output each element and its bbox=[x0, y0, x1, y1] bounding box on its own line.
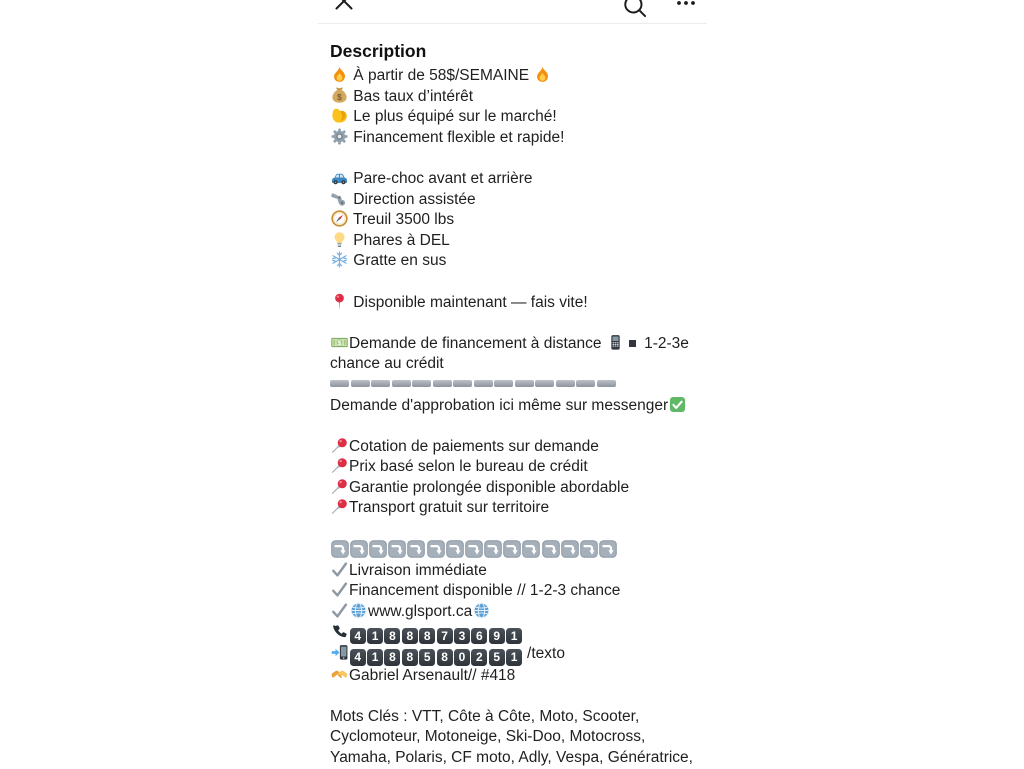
globe-icon bbox=[350, 602, 367, 619]
small-square-icon bbox=[629, 340, 636, 347]
description-line bbox=[330, 313, 695, 334]
description-line bbox=[330, 707, 695, 769]
check-grey-icon bbox=[331, 561, 348, 578]
text-run: Cotation de paiements sur demande bbox=[349, 437, 599, 455]
text-run: Gabriel Arsenault// #418 bbox=[349, 666, 516, 684]
pushpin-icon bbox=[331, 498, 348, 515]
arrow-curving-down-icon bbox=[599, 540, 617, 558]
arrow-curving-down-icon bbox=[503, 540, 521, 558]
heavy-minus-icon bbox=[453, 380, 472, 387]
description-line bbox=[330, 666, 695, 687]
heavy-minus-icon bbox=[474, 380, 493, 387]
keycap-6-icon: 6 bbox=[471, 628, 487, 645]
heavy-minus-icon bbox=[576, 380, 595, 387]
keycap-8-icon: 8 bbox=[402, 628, 418, 645]
description-line bbox=[330, 66, 695, 87]
description-line bbox=[330, 169, 695, 190]
check-grey-icon bbox=[331, 581, 348, 598]
top-bar bbox=[318, 0, 707, 24]
keycap-5-icon: 5 bbox=[489, 649, 505, 666]
mobile-phone-arrow-icon bbox=[331, 644, 348, 661]
arrow-curving-down-icon bbox=[561, 540, 579, 558]
keycap-1-icon: 1 bbox=[506, 649, 522, 666]
heavy-minus-icon bbox=[330, 380, 349, 387]
description-text bbox=[330, 66, 695, 769]
arrow-curving-down-icon bbox=[369, 540, 387, 558]
text-run: Demande d'approbation ici même sur messenger bbox=[330, 396, 669, 414]
heavy-minus-icon bbox=[515, 380, 534, 387]
text-run: Mots Clés : VTT, Côte à Côte, Moto, Scooter, Cyclomoteur, Motoneige, Ski-Doo, Motocross, Yamaha, Polaris, CF moto, Adly, Vespa, Génératrice, bbox=[330, 707, 693, 766]
description-line bbox=[330, 437, 695, 458]
text-run: Financement disponible // 1-2-3 chance bbox=[349, 582, 621, 600]
text-run: Pare-choc avant et arrière bbox=[349, 169, 533, 187]
gear-icon bbox=[331, 128, 348, 145]
arrow-curving-down-icon bbox=[522, 540, 540, 558]
text-run: Garantie prolongée disponible abordable bbox=[349, 478, 630, 496]
heavy-minus-icon bbox=[371, 380, 390, 387]
arrow-curving-down-icon bbox=[465, 540, 483, 558]
mobile-phone-icon bbox=[607, 334, 624, 351]
search-icon bbox=[622, 7, 648, 22]
description-section bbox=[318, 40, 707, 769]
text-run: Disponible maintenant — fais vite! bbox=[349, 293, 588, 311]
money-bag-icon bbox=[331, 87, 348, 104]
text-run: Prix basé selon le bureau de crédit bbox=[349, 458, 588, 476]
text-run: 1-2-3e chance au crédit bbox=[330, 334, 689, 373]
arrow-curving-down-icon bbox=[446, 540, 464, 558]
keycap-9-icon: 9 bbox=[489, 628, 505, 645]
keycap-7-icon: 7 bbox=[437, 628, 453, 645]
description-line bbox=[330, 128, 695, 149]
keycap-8-icon: 8 bbox=[419, 628, 435, 645]
description-line bbox=[330, 148, 695, 169]
description-line bbox=[330, 293, 695, 314]
heavy-minus-icon bbox=[597, 380, 616, 387]
light-bulb-icon bbox=[331, 231, 348, 248]
text-run: Livraison immédiate bbox=[349, 561, 487, 579]
text-run: Direction assistée bbox=[349, 190, 476, 208]
section-title: Description bbox=[330, 41, 427, 61]
description-line bbox=[330, 478, 695, 499]
text-run: À partir de 58$/SEMAINE bbox=[349, 67, 534, 84]
round-pushpin-icon bbox=[331, 293, 348, 310]
description-line bbox=[330, 602, 695, 623]
keycap-4-icon: 4 bbox=[350, 628, 366, 645]
heavy-minus-icon bbox=[556, 380, 575, 387]
arrow-curving-down-icon bbox=[388, 540, 406, 558]
heavy-minus-icon bbox=[494, 380, 513, 387]
arrow-curving-down-icon bbox=[484, 540, 502, 558]
heavy-minus-icon bbox=[433, 380, 452, 387]
text-run: Phares à DEL bbox=[349, 231, 450, 249]
compass-icon bbox=[331, 210, 348, 227]
keycap-2-icon: 2 bbox=[471, 649, 487, 666]
mechanical-arm-icon bbox=[331, 190, 348, 207]
description-line bbox=[330, 190, 695, 211]
description-line bbox=[330, 416, 695, 437]
search-button[interactable] bbox=[622, 0, 648, 19]
description-line bbox=[330, 686, 695, 707]
description-line bbox=[330, 251, 695, 272]
arrow-curving-down-icon bbox=[580, 540, 598, 558]
description-line bbox=[330, 272, 695, 293]
text-run: Gratte en sus bbox=[349, 252, 447, 270]
keycap-5-icon: 5 bbox=[419, 649, 435, 666]
description-line bbox=[330, 396, 695, 417]
arrow-curving-down-icon bbox=[350, 540, 368, 558]
pushpin-icon bbox=[331, 478, 348, 495]
description-line bbox=[330, 561, 695, 582]
svg-text:$: $ bbox=[337, 91, 342, 102]
keycap-1-icon: 1 bbox=[367, 649, 383, 666]
svg-text:$: $ bbox=[337, 339, 342, 347]
flexed-biceps-icon bbox=[331, 107, 348, 124]
fire-icon bbox=[534, 66, 551, 83]
handshake-icon bbox=[331, 666, 348, 683]
arrow-curving-down-icon bbox=[331, 540, 349, 558]
more-options-button[interactable] bbox=[676, 0, 696, 6]
suv-icon bbox=[331, 169, 348, 186]
arrow-curving-down-icon bbox=[427, 540, 445, 558]
listing-detail-view bbox=[318, 0, 707, 768]
description-line bbox=[330, 107, 695, 128]
description-line bbox=[330, 498, 695, 519]
fire-icon bbox=[331, 66, 348, 83]
keycap-4-icon: 4 bbox=[350, 649, 366, 666]
keycap-1-icon: 1 bbox=[367, 628, 383, 645]
text-run: Demande de financement à distance bbox=[349, 334, 606, 352]
text-run: Transport gratuit sur territoire bbox=[349, 499, 550, 517]
pushpin-icon bbox=[331, 457, 348, 474]
telephone-receiver-icon bbox=[331, 623, 348, 640]
pushpin-icon bbox=[331, 437, 348, 454]
keycap-8-icon: 8 bbox=[384, 649, 400, 666]
close-button[interactable] bbox=[332, 0, 356, 13]
keycap-8-icon: 8 bbox=[402, 649, 418, 666]
globe-icon bbox=[473, 602, 490, 619]
text-run: Le plus équipé sur le marché! bbox=[349, 108, 557, 126]
heavy-minus-icon bbox=[392, 380, 411, 387]
text-run: /texto bbox=[522, 645, 565, 663]
keycap-0-icon: 0 bbox=[454, 649, 470, 666]
keycap-1-icon: 1 bbox=[506, 628, 522, 645]
description-line bbox=[330, 540, 695, 561]
keycap-8-icon: 8 bbox=[437, 649, 453, 666]
heavy-minus-icon bbox=[412, 380, 431, 387]
description-line bbox=[330, 623, 695, 645]
heavy-minus-icon bbox=[351, 380, 370, 387]
description-line bbox=[330, 581, 695, 602]
description-line bbox=[330, 644, 695, 666]
text-run: www.glsport.ca bbox=[368, 602, 473, 620]
text-run: Treuil 3500 lbs bbox=[349, 211, 455, 229]
close-icon bbox=[332, 1, 356, 16]
description-line bbox=[330, 231, 695, 252]
arrow-curving-down-icon bbox=[407, 540, 425, 558]
text-run: Financement flexible et rapide! bbox=[349, 128, 565, 146]
description-line bbox=[330, 87, 695, 108]
heavy-minus-icon bbox=[535, 380, 554, 387]
more-options-icon bbox=[676, 0, 696, 9]
keycap-3-icon: 3 bbox=[454, 628, 470, 645]
description-line bbox=[330, 375, 695, 396]
dollar-banknote-icon bbox=[331, 334, 348, 351]
text-run: Bas taux d’intérêt bbox=[349, 87, 474, 105]
description-line bbox=[330, 519, 695, 540]
arrow-curving-down-icon bbox=[542, 540, 560, 558]
check-green-icon bbox=[669, 396, 686, 413]
snowflake-icon bbox=[331, 251, 348, 268]
description-line bbox=[330, 457, 695, 478]
description-line bbox=[330, 334, 695, 375]
keycap-8-icon: 8 bbox=[384, 628, 400, 645]
check-grey-icon bbox=[331, 602, 348, 619]
description-line bbox=[330, 210, 695, 231]
